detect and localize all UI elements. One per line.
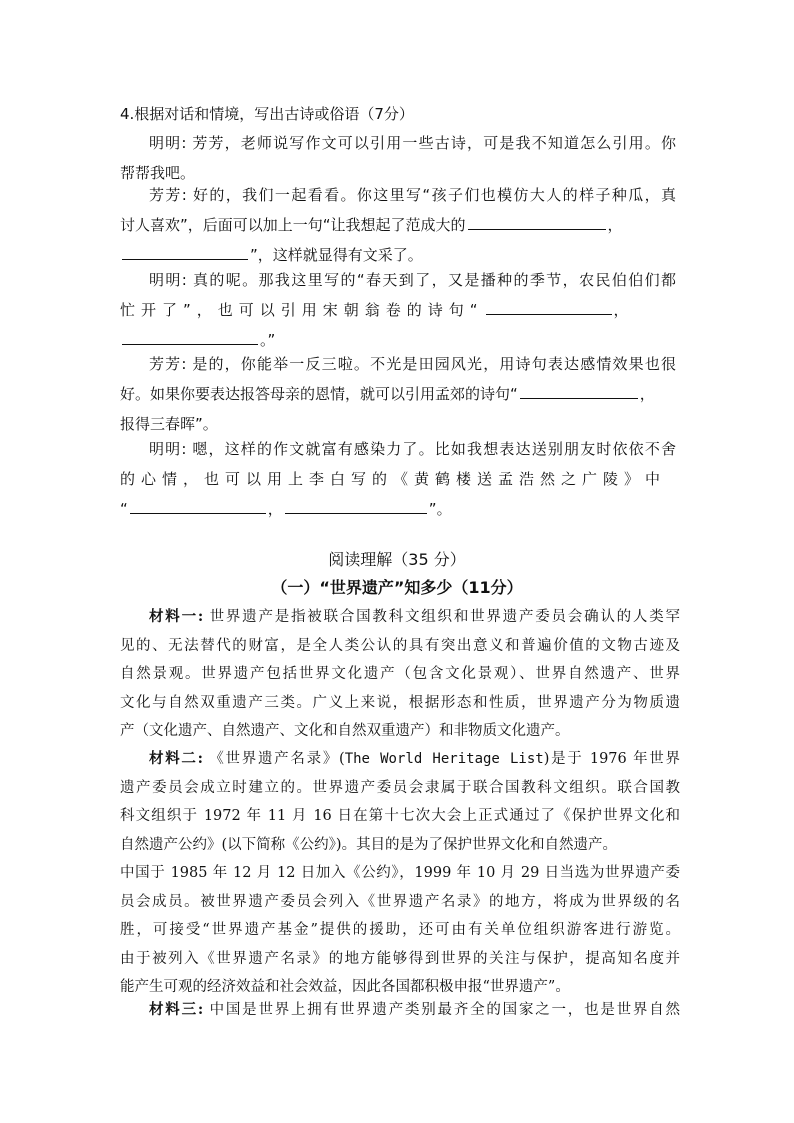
dialogue-line (120, 494, 676, 524)
material-text: 中国是世界上拥有世界遗产类别最齐全的国家之一，也是世界自然 (203, 1002, 680, 1018)
material-2 (120, 745, 680, 1002)
material-line (120, 603, 680, 632)
dialogue-text: 芳芳，老师说写作文可以引用一些古诗，可是我不知道怎么引用。你 (186, 134, 676, 152)
dialogue-text: 讨人喜欢”，后面可以加上一句“让我想起了范成大的 (120, 216, 466, 234)
dialogue-text: ， (607, 216, 623, 234)
dialogue-text: 真的呢。那我这里写的“春天到了，又是播种的季节，农民伯伯们都 (186, 271, 677, 289)
material-1 (120, 603, 680, 746)
material-line: 自然景观。世界遗产包括世界文化遗产（包含文化景观）、世界自然遗产、世界 (120, 666, 680, 682)
answer-blank[interactable] (486, 300, 612, 315)
material-label: 材料三: (149, 1001, 204, 1018)
material-line: 自然遗产公约》(以下简称《公约》)。其目的是为了保护世界文化和自然遗产。 (120, 836, 618, 853)
material-line: 胜，可接受“世界遗产基金”提供的援助，还可由有关单位组织游客进行游览。 (120, 922, 680, 938)
material-label: 材料一: (149, 608, 204, 625)
answer-blank[interactable] (285, 499, 427, 514)
dialogue-line: 的心情，也可以用上李白写的《黄鹤楼送孟浩然之广陵》中 (120, 470, 667, 488)
speaker-label: 明明: (149, 440, 187, 458)
dialogue-text: 忙开了”，也可以引用宋朝翁卷的诗句“ (120, 301, 484, 319)
dialogue-text: ， (639, 385, 655, 403)
material-text: 《世界遗产名录》( (203, 751, 345, 767)
answer-blank[interactable] (130, 499, 266, 514)
material-text: )是于 1976 年世界 (543, 751, 680, 767)
dialogue-text: ， (267, 500, 283, 518)
material-line: 由于被列入《世界遗产名录》的地方能够得到世界的关注与保护，提高知名度并 (120, 950, 680, 967)
material-line (120, 745, 680, 774)
dialogue-paragraph-2 (120, 180, 676, 270)
reading-section-title: 阅读理解（35 分） (328, 550, 466, 569)
dialogue-line (120, 210, 676, 240)
dialogue-text: ， (613, 301, 635, 319)
dialogue-text: 好。如果你要表达报答母亲的恩情，就可以引用孟郊的诗句“ (120, 385, 518, 403)
material-label: 材料二: (149, 750, 203, 767)
question-4-title: 4.根据对话和情境，写出古诗或俗语（7分） (120, 105, 414, 123)
material-line: 科文组织于 1972 年 11 月 16 日在第十七次大会上正式通过了《保护世界文化和 (120, 808, 680, 824)
material-line: 遗产委员会成立时建立的。世界遗产委员会隶属于联合国教科文组织。联合国教 (120, 779, 680, 796)
material-line: 能产生可观的经济效益和社会效益，因此各国都积极申报“世界遗产”。 (120, 979, 570, 995)
material-line: 产（文化遗产、自然遗产、文化和自然双重遗产）和非物质文化遗产。 (120, 723, 570, 739)
reading-subsection-title: （一）“世界遗产”知多少（11分） (271, 578, 523, 597)
material-text: The World Heritage List (344, 751, 544, 767)
dialogue-text: 好的，我们一起看看。你这里写“孩子们也模仿大人的样子种瓜，真 (186, 186, 677, 204)
answer-blank[interactable] (468, 215, 606, 230)
dialogue-line: 报得三春晖”。 (120, 415, 218, 433)
dialogue-text: “ (120, 500, 128, 518)
speaker-label: 芳芳: (149, 355, 187, 373)
material-line: 文化与自然双重遗产三类。广义上来说，根据形态和性质，世界遗产分为物质遗 (120, 694, 680, 711)
material-line: 中国于 1985 年 12 月 12 日加入《公约》，1999 年 10 月 29 日当选为世界遗产委 (120, 865, 680, 881)
dialogue-paragraph-1 (120, 128, 676, 188)
dialogue-paragraph-3 (120, 265, 676, 355)
speaker-label: 明明: (149, 271, 187, 289)
dialogue-text: ”。 (428, 500, 452, 518)
answer-blank[interactable] (122, 330, 258, 345)
material-line (120, 996, 680, 1025)
dialogue-line (120, 349, 676, 379)
dialogue-text: 。” (260, 331, 276, 349)
material-3 (120, 996, 680, 1025)
answer-blank[interactable] (520, 384, 638, 399)
material-line: 员会成员。被世界遗产委员会列入《世界遗产名录》的地方，将成为世界级的名 (120, 893, 680, 910)
dialogue-line: 帮帮我吧。 (120, 164, 196, 182)
dialogue-paragraph-5 (120, 434, 676, 524)
material-text: 世界遗产是指被联合国教科文组织和世界遗产委员会确认的人类罕 (203, 609, 680, 625)
dialogue-text: ”，这样就显得有文采了。 (250, 246, 423, 264)
dialogue-line (120, 379, 676, 409)
speaker-label: 芳芳: (149, 186, 187, 204)
answer-blank[interactable] (122, 245, 248, 260)
dialogue-text: 是的，你能举一反三啦。不光是田园风光，用诗句表达感情效果也很 (186, 355, 676, 373)
dialogue-text: 嗯，这样的作文就富有感染力了。比如我想表达送别朋友时依依不舍 (186, 440, 676, 458)
speaker-label: 明明: (149, 134, 187, 152)
dialogue-paragraph-4 (120, 349, 676, 439)
material-line: 见的、无法替代的财富，是全人类公认的具有突出意义和普遍价值的文物古迹及 (120, 637, 680, 654)
dialogue-line (120, 434, 676, 464)
dialogue-line (120, 128, 676, 158)
dialogue-line (120, 265, 676, 295)
dialogue-line (120, 295, 676, 325)
dialogue-line (120, 180, 676, 210)
